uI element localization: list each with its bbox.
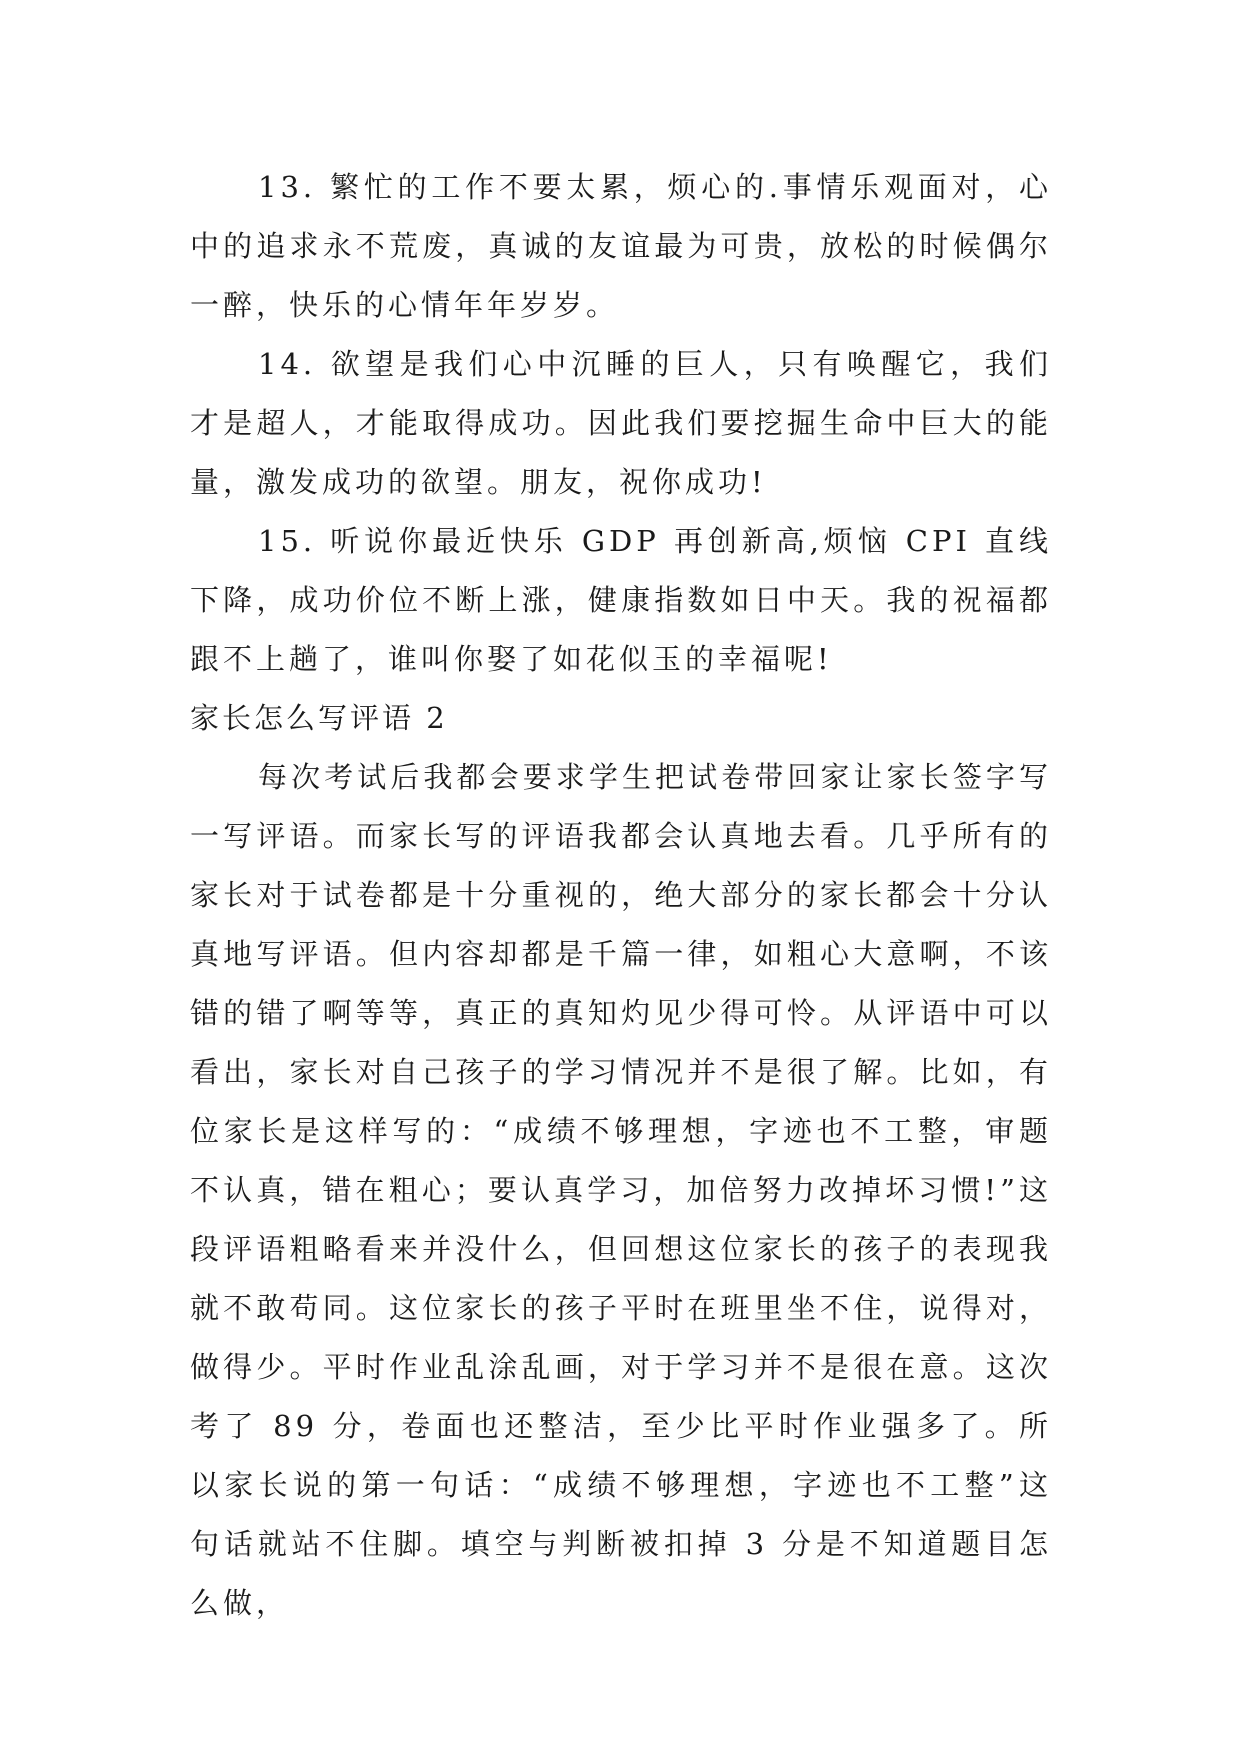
document-body bbox=[190, 158, 1052, 1633]
paragraph-13: 13. 繁忙的工作不要太累，烦心的.事情乐观面对，心中的追求永不荒废，真诚的友谊最为可贵，放松的时候偶尔一醉，快乐的心情年年岁岁。 bbox=[190, 170, 1052, 322]
paragraph-14: 14. 欲望是我们心中沉睡的巨人，只有唤醒它，我们才是超人，才能取得成功。因此我们要挖掘生命中巨大的能量，激发成功的欲望。朋友，祝你成功! bbox=[190, 347, 1052, 499]
paragraph-15: 15. 听说你最近快乐 GDP 再创新高,烦恼 CPI 直线下降，成功价位不断上涨，健康指数如日中天。我的祝福都跟不上趟了，谁叫你娶了如花似玉的幸福呢! bbox=[190, 524, 1052, 676]
section-title: 家长怎么写评语 2 bbox=[190, 701, 448, 735]
body-paragraph: 每次考试后我都会要求学生把试卷带回家让家长签字写一写评语。而家长写的评语我都会认真地去看。几乎所有的家长对于试卷都是十分重视的，绝大部分的家长都会十分认真地写评语。但内容却都是千篇一律，如粗心大意啊，不该错的错了啊等等，真正的真知灼见少得可怜。从评语中可以看出，家长对自己孩子的学习情况并不是很了解。比如，有位家长是这样写的：“成绩不够理想，字迹也不工整，审题不认真，错在粗心；要认真学习，加倍努力改掉坏习惯!”这段评语粗略看来并没什么，但回想这位家长的孩子的表现我就不敢苟同。这位家长的孩子平时在班里坐不住，说得对，做得少。平时作业乱涂乱画，对于学习并不是很在意。这次考了 89 分，卷面也还整洁，至少比平时作业强多了。所以家长说的第一句话：“成绩不够理想，字迹也不工整”这句话就站不住脚。填空与判断被扣掉 3 分是不知道题目怎么做， bbox=[190, 760, 1052, 1620]
